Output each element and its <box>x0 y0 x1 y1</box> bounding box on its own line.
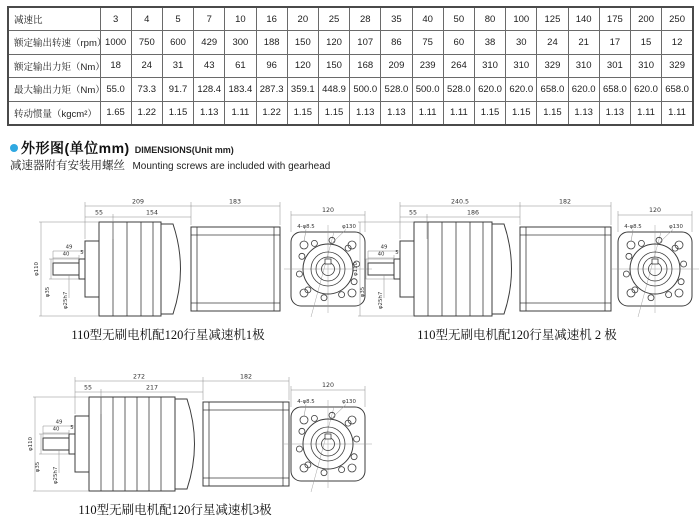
spec-cell: 1.22 <box>256 101 287 125</box>
drawing-1-stage <box>25 188 373 343</box>
spec-cell: 500.0 <box>412 78 443 102</box>
spec-cell: 30 <box>506 31 537 55</box>
spec-cell: 91.7 <box>162 78 193 102</box>
spec-cell: 35 <box>381 7 412 31</box>
dim-outer-dia: φ110 <box>28 437 34 451</box>
dim-40: 40 <box>52 426 60 433</box>
spec-cell: 329 <box>537 54 568 78</box>
drawing-3-caption: 110型无刷电机配120行星减速机3极 <box>78 503 272 517</box>
dim-corner-holes: 4-φ8.5 <box>624 224 642 230</box>
spec-cell: 38 <box>474 31 505 55</box>
spec-cell: 620.0 <box>474 78 505 102</box>
spec-cell: 107 <box>350 31 381 55</box>
spec-cell: 21 <box>568 31 599 55</box>
spec-cell: 528.0 <box>381 78 412 102</box>
dim-outer-dia: φ110 <box>34 262 40 276</box>
spec-row-header: 额定输出转速（rpm） <box>8 31 100 55</box>
dim-total: 209 <box>131 198 145 206</box>
spec-cell: 1.22 <box>131 101 162 125</box>
spec-cell: 1.13 <box>350 101 381 125</box>
spec-cell: 200 <box>630 7 661 31</box>
dim-outer-dia: φ110 <box>353 262 359 276</box>
spec-row <box>8 7 693 31</box>
spec-cell: 80 <box>474 7 505 31</box>
spec-cell: 1.15 <box>537 101 568 125</box>
dim-corner-holes: 4-φ8.5 <box>297 399 315 405</box>
spec-cell: 1.11 <box>412 101 443 125</box>
drawing-1-caption: 110型无刷电机配120行星减速机1极 <box>71 328 265 342</box>
subtitle-cn: 减速器附有安装用螺丝 <box>10 160 125 172</box>
spec-cell: 128.4 <box>194 78 225 102</box>
spec-cell: 1.13 <box>381 101 412 125</box>
dim-flange: 55 <box>83 384 93 392</box>
subtitle-en: Mounting screws are included with gearhead <box>132 161 331 172</box>
spec-cell: 3 <box>100 7 131 31</box>
spec-cell: 1.15 <box>318 101 349 125</box>
dim-shaft-dia: φ25h7 <box>63 291 69 309</box>
spec-row-header: 转动惯量（kgcm²） <box>8 101 100 125</box>
spec-row <box>8 31 693 55</box>
spec-cell: 1.11 <box>443 101 474 125</box>
spec-cell: 1.15 <box>287 101 318 125</box>
spec-cell: 209 <box>381 54 412 78</box>
dim-square: 120 <box>321 207 335 214</box>
spec-cell: 61 <box>225 54 256 78</box>
spec-cell: 658.0 <box>662 78 693 102</box>
spec-cell: 168 <box>350 54 381 78</box>
spec-cell: 16 <box>256 7 287 31</box>
dim-hub-dia: φ35 <box>45 286 51 298</box>
spec-cell: 1.13 <box>568 101 599 125</box>
spec-cell: 188 <box>256 31 287 55</box>
drawing-2-stage <box>352 188 700 343</box>
spec-cell: 620.0 <box>568 78 599 102</box>
spec-cell: 1.11 <box>662 101 693 125</box>
spec-cell: 4 <box>131 7 162 31</box>
spec-row <box>8 54 693 78</box>
dimension-drawing-2 <box>352 188 700 324</box>
section-title-en: DIMENSIONS(Unit mm) <box>134 145 234 155</box>
dim-hub-dia: φ35 <box>35 461 41 473</box>
spec-cell: 301 <box>599 54 630 78</box>
dim-shaft-dia: φ25h7 <box>53 466 59 484</box>
spec-cell: 1.15 <box>474 101 505 125</box>
dim-49: 49 <box>55 419 63 426</box>
spec-cell: 300 <box>225 31 256 55</box>
spec-cell: 287.3 <box>256 78 287 102</box>
spec-cell: 750 <box>131 31 162 55</box>
spec-cell: 183.4 <box>225 78 256 102</box>
spec-cell: 264 <box>443 54 474 78</box>
dimension-drawing-3 <box>25 363 373 499</box>
bullet-icon <box>10 144 18 152</box>
dim-corner-holes: 4-φ8.5 <box>297 224 315 230</box>
dim-body: 217 <box>145 384 159 392</box>
dim-49: 49 <box>65 244 73 251</box>
dimensions-section-subtitle <box>10 156 330 174</box>
dim-body: 186 <box>466 209 480 217</box>
spec-cell: 28 <box>350 7 381 31</box>
dim-bolt-circle: φ130 <box>342 224 356 230</box>
spec-cell: 150 <box>287 31 318 55</box>
spec-cell: 310 <box>630 54 661 78</box>
spec-cell: 1.13 <box>194 101 225 125</box>
dim-bolt-circle: φ130 <box>342 399 356 405</box>
dimensions-section-heading <box>10 138 234 158</box>
dim-motor: 183 <box>228 198 242 206</box>
dim-40: 40 <box>62 251 70 258</box>
spec-cell: 24 <box>537 31 568 55</box>
spec-cell: 1.13 <box>599 101 630 125</box>
spec-cell: 1.15 <box>506 101 537 125</box>
spec-cell: 73.3 <box>131 78 162 102</box>
dim-square: 120 <box>648 207 662 214</box>
spec-cell: 12 <box>662 31 693 55</box>
spec-cell: 75 <box>412 31 443 55</box>
spec-cell: 600 <box>162 31 193 55</box>
spec-cell: 1.65 <box>100 101 131 125</box>
spec-row <box>8 101 693 125</box>
spec-cell: 239 <box>412 54 443 78</box>
spec-cell: 140 <box>568 7 599 31</box>
spec-cell: 60 <box>443 31 474 55</box>
end-view <box>284 382 372 492</box>
dim-flange: 55 <box>94 209 104 217</box>
dim-body: 154 <box>145 209 159 217</box>
spec-cell: 310 <box>474 54 505 78</box>
dim-total: 272 <box>132 373 146 381</box>
spec-cell: 10 <box>225 7 256 31</box>
spec-cell: 1.11 <box>630 101 661 125</box>
spec-cell: 17 <box>599 31 630 55</box>
spec-cell: 5 <box>162 7 193 31</box>
spec-cell: 24 <box>131 54 162 78</box>
dim-5: 5 <box>80 250 84 256</box>
dim-square: 120 <box>321 382 335 389</box>
dim-hub-dia: φ35 <box>360 286 366 298</box>
dim-5: 5 <box>70 425 74 431</box>
spec-cell: 1000 <box>100 31 131 55</box>
spec-row-header: 最大输出力矩（Nm） <box>8 78 100 102</box>
spec-row-header: 额定输出力矩（Nm） <box>8 54 100 78</box>
dim-shaft-dia: φ25h7 <box>378 291 384 309</box>
spec-cell: 120 <box>287 54 318 78</box>
spec-cell: 329 <box>662 54 693 78</box>
dim-flange: 55 <box>408 209 418 217</box>
spec-cell: 620.0 <box>506 78 537 102</box>
dim-motor: 182 <box>239 373 253 381</box>
spec-cell: 55.0 <box>100 78 131 102</box>
spec-cell: 20 <box>287 7 318 31</box>
dim-total: 240.5 <box>450 198 470 206</box>
spec-cell: 658.0 <box>599 78 630 102</box>
spec-cell: 7 <box>194 7 225 31</box>
spec-row-header: 减速比 <box>8 7 100 31</box>
spec-cell: 86 <box>381 31 412 55</box>
spec-cell: 1.15 <box>162 101 193 125</box>
spec-cell: 310 <box>506 54 537 78</box>
spec-cell: 50 <box>443 7 474 31</box>
spec-cell: 429 <box>194 31 225 55</box>
spec-cell: 250 <box>662 7 693 31</box>
dim-49: 49 <box>380 244 388 251</box>
dim-motor: 182 <box>558 198 572 206</box>
spec-cell: 43 <box>194 54 225 78</box>
spec-cell: 1.11 <box>225 101 256 125</box>
dim-bolt-circle: φ130 <box>669 224 683 230</box>
dimension-drawing-1 <box>25 188 373 324</box>
spec-cell: 150 <box>318 54 349 78</box>
end-view <box>611 207 699 317</box>
spec-cell: 175 <box>599 7 630 31</box>
section-title-cn: 外形图(单位mm) <box>21 140 130 156</box>
spec-cell: 528.0 <box>443 78 474 102</box>
spec-cell: 658.0 <box>537 78 568 102</box>
dim-40: 40 <box>377 251 385 258</box>
spec-cell: 31 <box>162 54 193 78</box>
spec-cell: 18 <box>100 54 131 78</box>
spec-cell: 620.0 <box>630 78 661 102</box>
spec-cell: 100 <box>506 7 537 31</box>
spec-cell: 448.9 <box>318 78 349 102</box>
drawing-3-stage <box>25 363 373 518</box>
spec-cell: 15 <box>630 31 661 55</box>
drawing-2-caption: 110型无刷电机配120行星减速机 2 极 <box>417 328 617 342</box>
spec-table <box>7 6 694 126</box>
spec-cell: 96 <box>256 54 287 78</box>
spec-cell: 40 <box>412 7 443 31</box>
spec-cell: 500.0 <box>350 78 381 102</box>
dim-5: 5 <box>395 250 399 256</box>
spec-cell: 359.1 <box>287 78 318 102</box>
spec-cell: 25 <box>318 7 349 31</box>
spec-row <box>8 78 693 102</box>
spec-cell: 120 <box>318 31 349 55</box>
spec-cell: 310 <box>568 54 599 78</box>
spec-cell: 125 <box>537 7 568 31</box>
